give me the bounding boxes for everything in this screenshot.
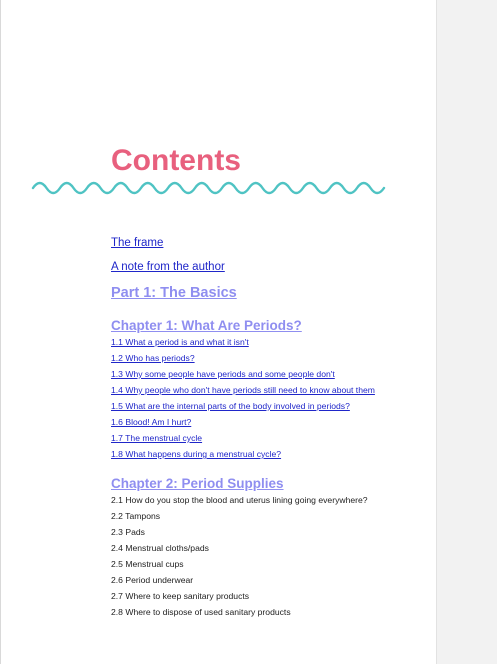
toc-link-chapter-2[interactable]: Chapter 2: Period Supplies — [111, 476, 284, 491]
toc-entry-section-2-1: 2.1 How do you stop the blood and uterus lining going everywhere? — [111, 495, 368, 505]
wave-divider — [31, 179, 387, 197]
toc-entry-section-2-7: 2.7 Where to keep sanitary products — [111, 591, 250, 601]
toc-entry-section-2-5: 2.5 Menstrual cups — [111, 559, 184, 569]
toc-link-chapter-1[interactable]: Chapter 1: What Are Periods? — [111, 318, 302, 333]
toc-link-section-1-6[interactable]: 1.6 Blood! Am I hurt? — [111, 417, 192, 427]
contents-title: Contents — [111, 144, 241, 177]
toc-link-part-1[interactable]: Part 1: The Basics — [111, 285, 237, 301]
toc-link-section-1-2[interactable]: 1.2 Who has periods? — [111, 353, 195, 363]
toc-entry-section-2-6: 2.6 Period underwear — [111, 575, 194, 585]
toc-link-section-1-5[interactable]: 1.5 What are the internal parts of the body involved in periods? — [111, 401, 350, 411]
toc-entry-section-2-8: 2.8 Where to dispose of used sanitary products — [111, 607, 291, 617]
toc-entry-section-2-2: 2.2 Tampons — [111, 511, 161, 521]
toc-link-note-from-author[interactable]: A note from the author — [111, 261, 225, 273]
toc-link-section-1-7[interactable]: 1.7 The menstrual cycle — [111, 433, 203, 443]
toc-entry-section-2-4: 2.4 Menstrual cloths/pads — [111, 543, 209, 553]
toc-link-the-frame[interactable]: The frame — [111, 237, 164, 249]
toc-entry-section-2-3: 2.3 Pads — [111, 527, 145, 537]
toc-link-section-1-3[interactable]: 1.3 Why some people have periods and some people don't — [111, 369, 335, 379]
table-of-contents — [111, 236, 431, 620]
toc-link-section-1-8[interactable]: 1.8 What happens during a menstrual cycle? — [111, 449, 282, 459]
toc-link-section-1-1[interactable]: 1.1 What a period is and what it isn't — [111, 337, 249, 347]
toc-link-section-1-4[interactable]: 1.4 Why people who don't have periods still need to know about them — [111, 385, 375, 395]
